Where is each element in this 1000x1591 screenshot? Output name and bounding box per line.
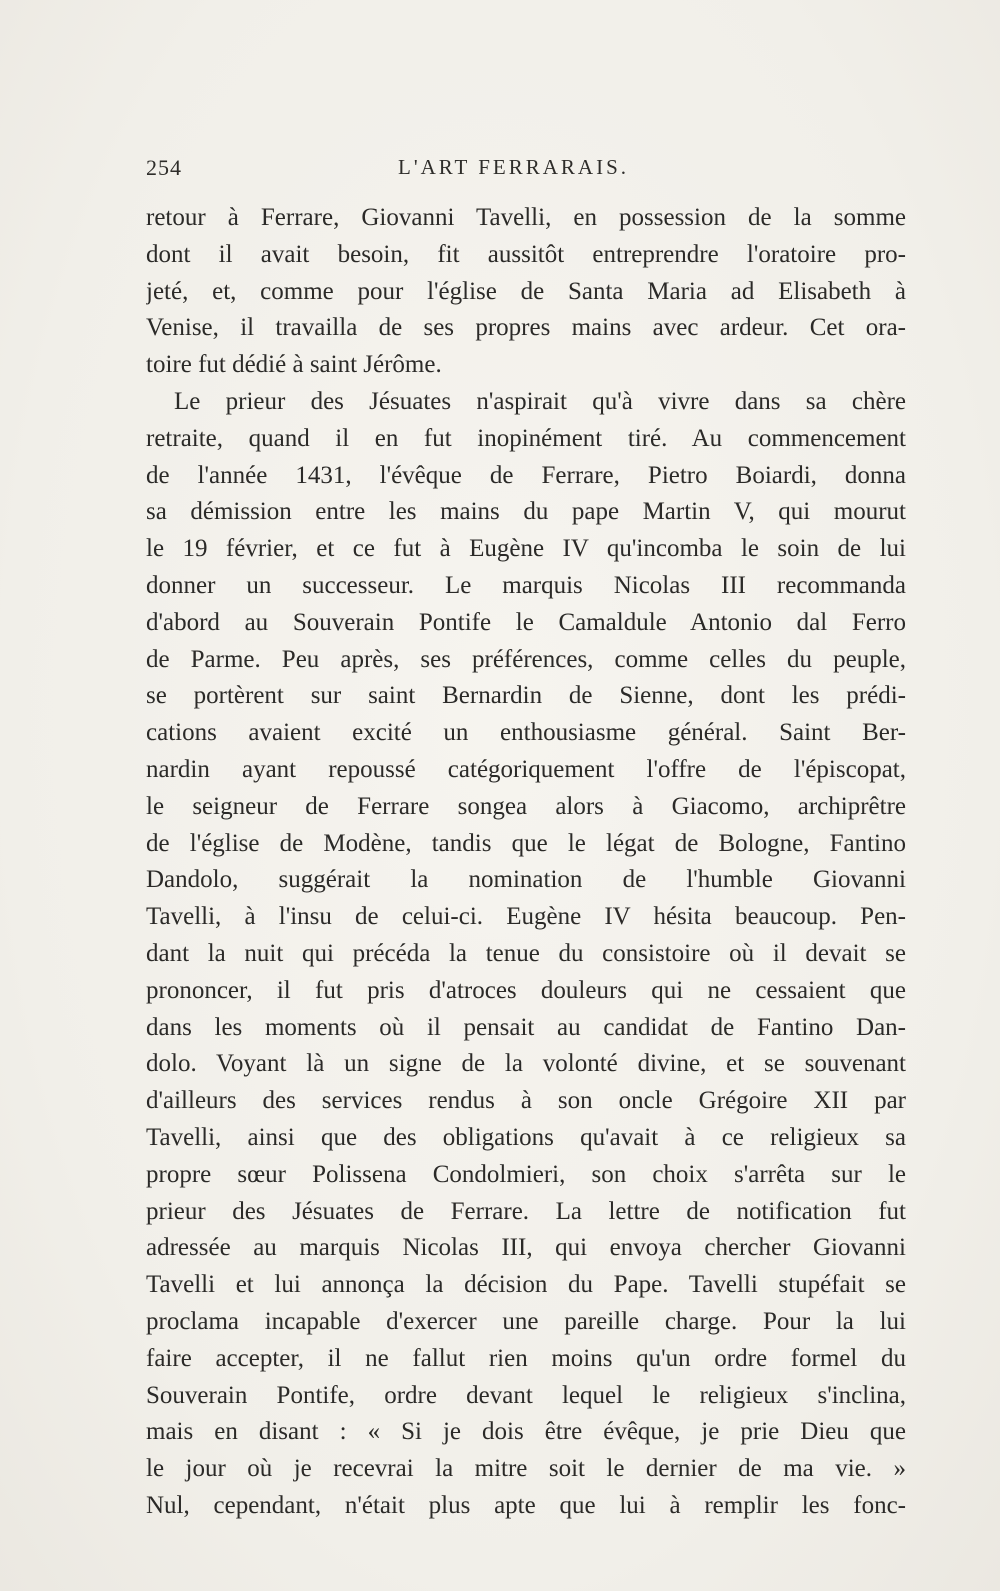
text-line: Venise, il travailla de ses propres mains avec ardeur. Cet ora-	[146, 314, 906, 342]
text-line: sa démission entre les mains du pape Martin V, qui mourut	[146, 498, 906, 526]
text-line: jeté, et, comme pour l'église de Santa Maria ad Elisabeth à	[146, 277, 906, 305]
text-line: retour à Ferrare, Giovanni Tavelli, en possession de la somme	[146, 204, 906, 231]
text-line: de l'église de Modène, tandis que le légat de Bologne, Fantino	[146, 829, 906, 857]
text-line: donner un successeur. Le marquis Nicolas III recommanda	[146, 571, 906, 599]
text-line: prononcer, il fut pris d'atroces douleurs qui ne cessaient que	[146, 976, 906, 1004]
text-line: mais en disant : « Si je dois être évêque, je prie Dieu que	[146, 1418, 906, 1446]
text-line: Nul, cependant, n'était plus apte que lui à remplir les fonc-	[146, 1491, 906, 1519]
text-line: Le prieur des Jésuates n'aspirait qu'à vivre dans sa chère	[174, 387, 906, 415]
running-title: L'ART FERRARAIS.	[398, 155, 630, 179]
text-line: de Parme. Peu après, ses préférences, comme celles du peuple,	[146, 645, 906, 673]
body-text	[146, 200, 906, 1525]
text-line: le 19 février, et ce fut à Eugène IV qu'incomba le soin de lui	[146, 535, 906, 563]
text-line: nardin ayant repoussé catégoriquement l'offre de l'épiscopat,	[146, 755, 906, 783]
text-line: dolo. Voyant là un signe de la volonté divine, et se souvenant	[146, 1050, 906, 1078]
text-line: toire fut dédié à saint Jérôme.	[146, 351, 442, 379]
text-line: Tavelli, à l'insu de celui-ci. Eugène IV hésita beaucoup. Pen-	[146, 903, 906, 931]
text-line: dont il avait besoin, fit aussitôt entreprendre l'oratoire pro-	[146, 240, 906, 268]
text-line: propre sœur Polissena Condolmieri, son choix s'arrêta sur le	[146, 1160, 906, 1188]
text-line: de l'année 1431, l'évêque de Ferrare, Pietro Boiardi, donna	[146, 461, 906, 489]
text-line: Tavelli et lui annonça la décision du Pape. Tavelli stupéfait se	[146, 1271, 906, 1299]
text-line: Tavelli, ainsi que des obligations qu'avait à ce religieux sa	[146, 1123, 906, 1151]
page-number: 254	[146, 155, 182, 180]
text-line: cations avaient excité un enthousiasme général. Saint Ber-	[146, 719, 906, 747]
text-line: se portèrent sur saint Bernardin de Sienne, dont les prédi-	[146, 682, 906, 710]
text-line: d'abord au Souverain Pontife le Camaldule Antonio dal Ferro	[146, 608, 906, 636]
text-line: Souverain Pontife, ordre devant lequel le religieux s'inclina,	[146, 1381, 906, 1409]
text-line: dant la nuit qui précéda la tenue du consistoire où il devait se	[146, 939, 906, 967]
text-line: dans les moments où il pensait au candidat de Fantino Dan-	[146, 1013, 906, 1041]
text-line: Dandolo, suggérait la nomination de l'humble Giovanni	[146, 866, 906, 894]
text-line: proclama incapable d'exercer une pareille charge. Pour la lui	[146, 1307, 906, 1335]
text-line: adressée au marquis Nicolas III, qui envoya chercher Giovanni	[146, 1234, 906, 1262]
text-line: d'ailleurs des services rendus à son oncle Grégoire XII par	[146, 1087, 906, 1115]
text-line: le seigneur de Ferrare songea alors à Giacomo, archiprêtre	[146, 792, 906, 820]
page-header	[146, 155, 906, 185]
text-line: prieur des Jésuates de Ferrare. La lettre de notification fut	[146, 1197, 906, 1225]
text-line: retraite, quand il en fut inopinément tiré. Au commencement	[146, 424, 906, 452]
text-line: faire accepter, il ne fallut rien moins qu'un ordre formel du	[146, 1344, 906, 1372]
text-line: le jour où je recevrai la mitre soit le dernier de ma vie. »	[146, 1455, 906, 1483]
